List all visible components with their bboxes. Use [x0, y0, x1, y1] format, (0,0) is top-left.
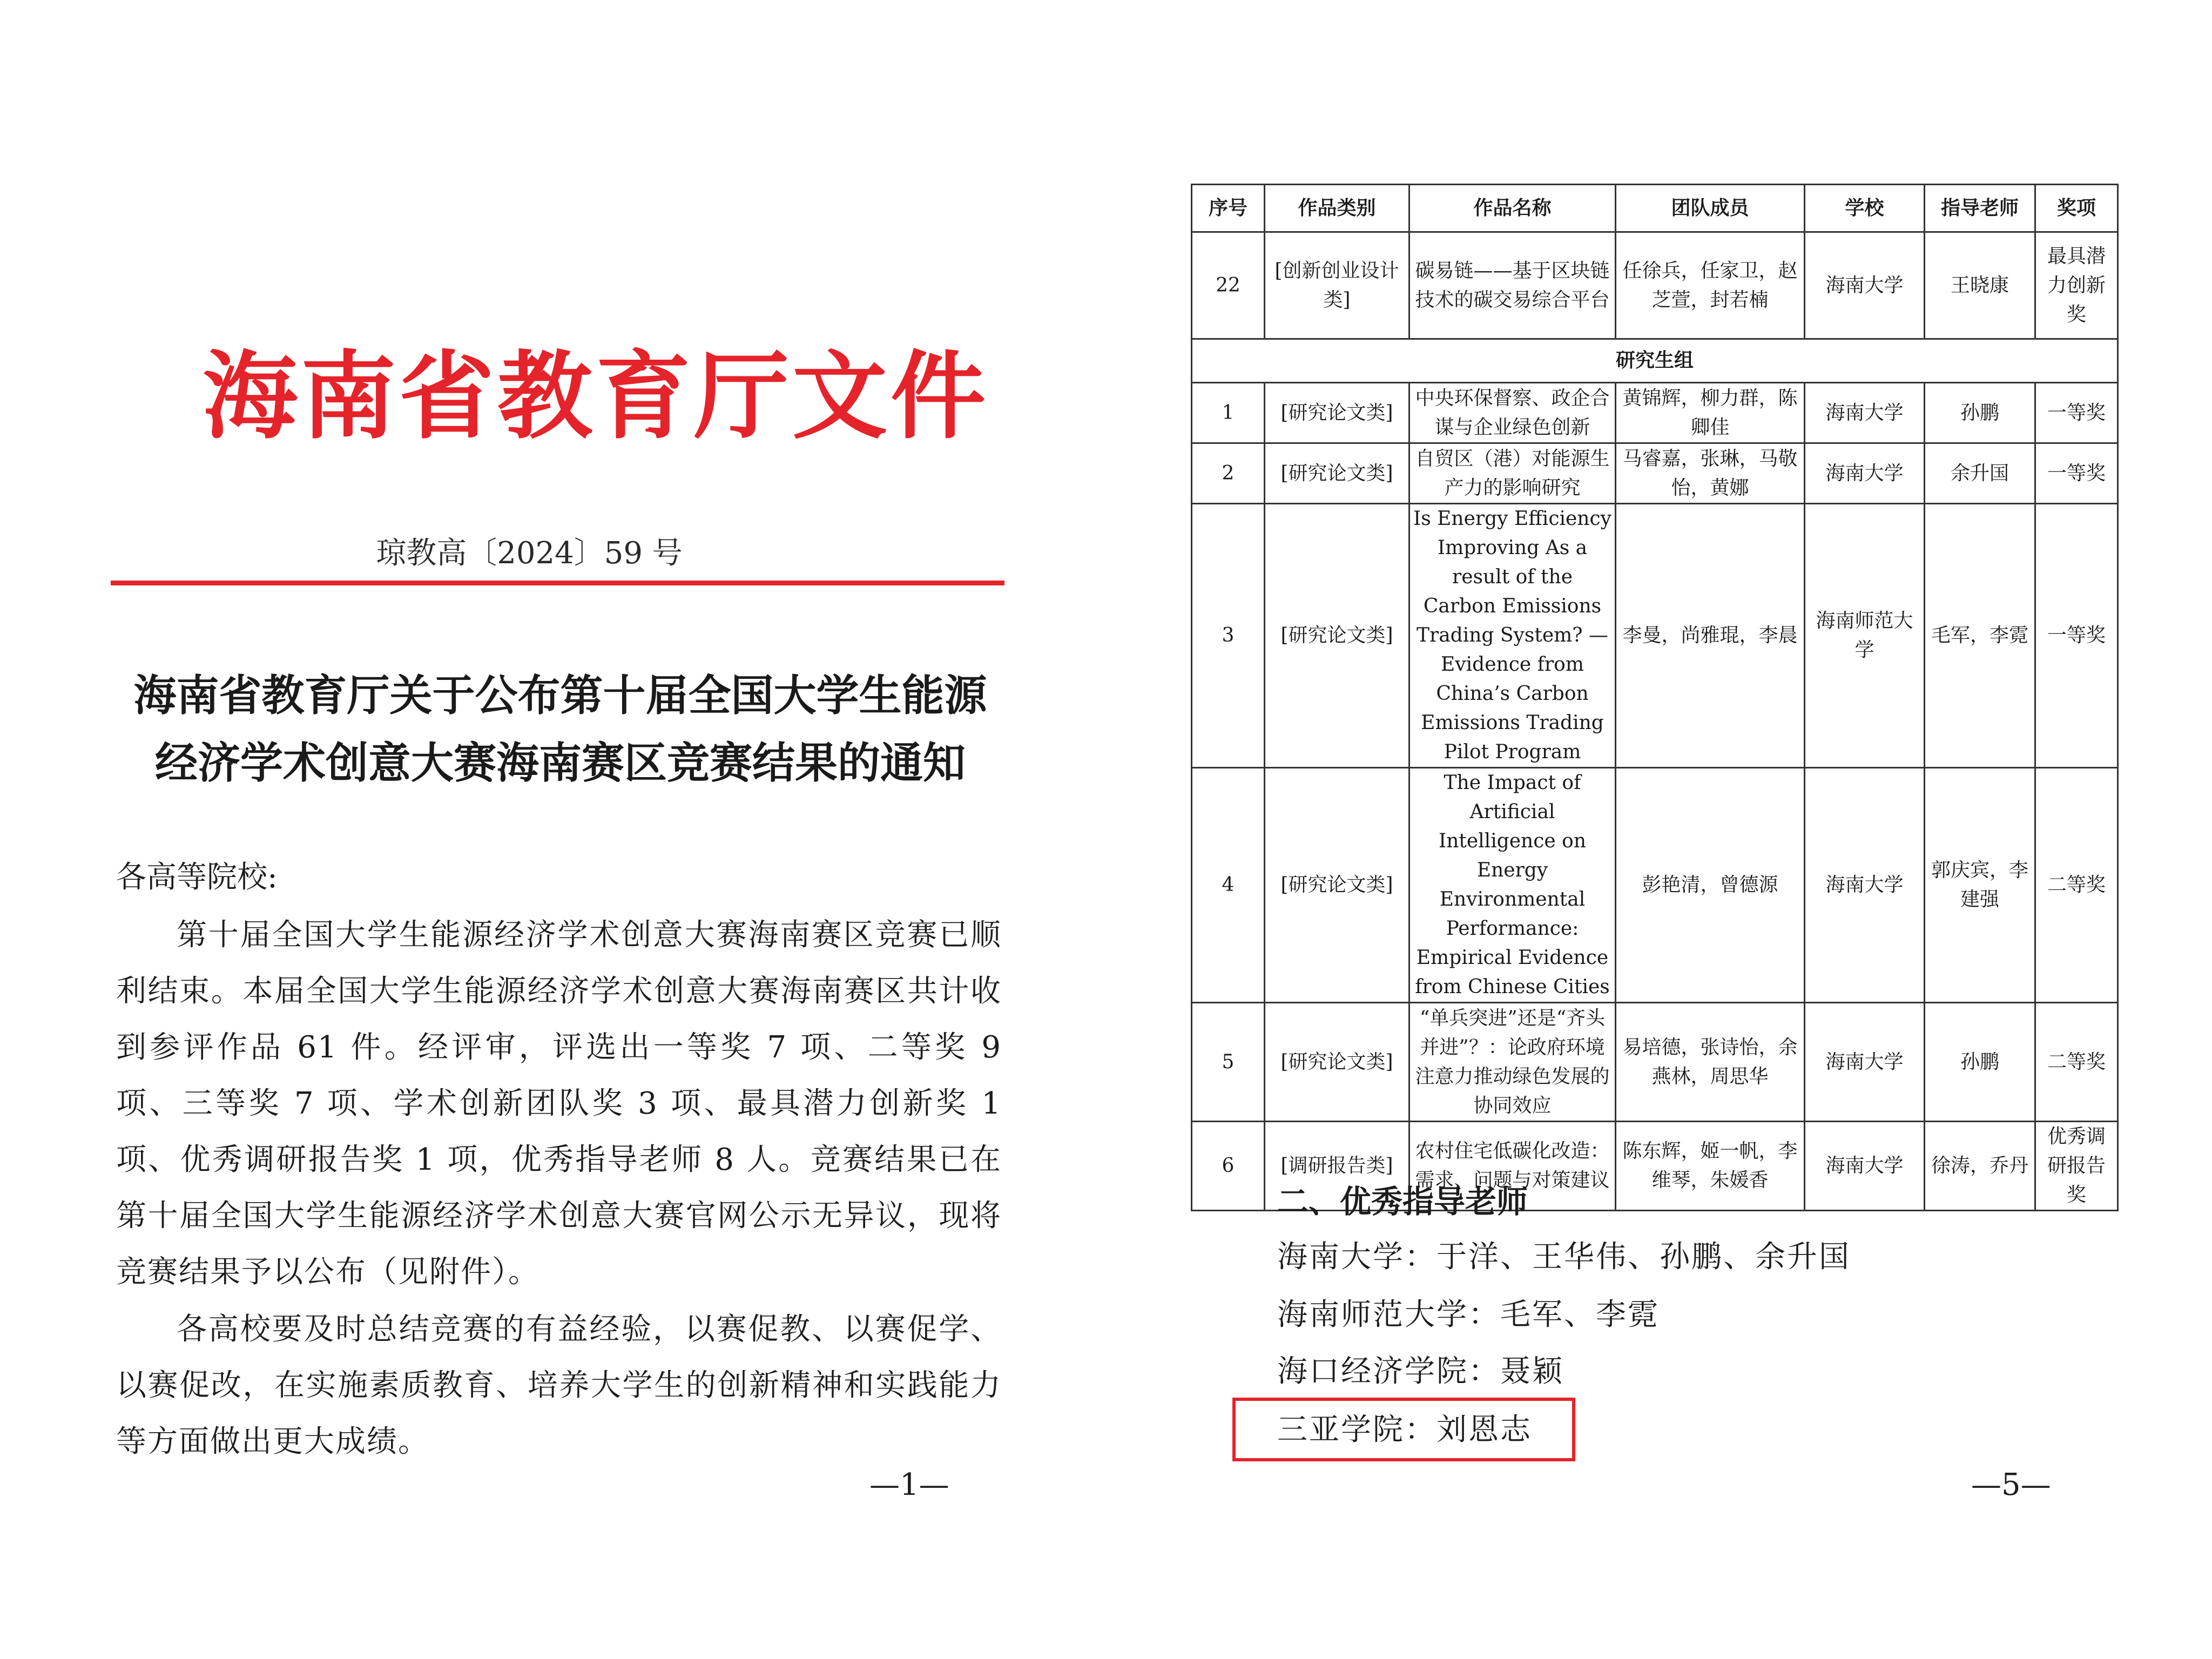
- notice-title: [116, 662, 1004, 797]
- cell-advisor: 孙鹏: [1925, 1003, 2035, 1122]
- salutation: 各高等院校:: [116, 860, 278, 895]
- header-category: 作品类别: [1265, 185, 1410, 232]
- document-number: 琼教高〔2024〕59 号: [376, 536, 683, 571]
- cell-title: 中央环保督察、政企合谋与企业绿色创新: [1410, 383, 1616, 443]
- cell-title: The Impact of Artificial Intelligence on Energy Environmental Performance: Empirical Evidence from Chinese Cities: [1410, 768, 1616, 1003]
- cell-school: 海南大学: [1805, 768, 1925, 1003]
- header-school: 学校: [1805, 185, 1925, 232]
- cell-no: 6: [1192, 1122, 1265, 1211]
- advisor-line-sanya: 三亚学院：刘恩志: [1277, 1412, 1532, 1447]
- cell-advisor: 徐涛，乔丹: [1925, 1122, 2035, 1211]
- header-members: 团队成员: [1616, 185, 1805, 232]
- cell-members: 马睿嘉，张琳，马敬怡，黄娜: [1616, 443, 1805, 504]
- page-number-right: —5—: [1971, 1467, 2051, 1502]
- cell-advisor: 孙鹏: [1925, 383, 2035, 443]
- cell-no: 1: [1192, 383, 1265, 443]
- page-number-left: —1—: [869, 1467, 949, 1502]
- cell-award: 一等奖: [2035, 443, 2118, 504]
- cell-award: 二等奖: [2035, 1003, 2118, 1122]
- advisor-line-hainan-university: 海南大学：于洋、王华伟、孙鹏、余升国: [1277, 1239, 1851, 1274]
- cell-members: 李曼，尚雅琨，李晨: [1616, 504, 1805, 768]
- cell-school: 海南大学: [1805, 232, 1925, 339]
- advisor-line-haikou-economics: 海口经济学院：聂颖: [1277, 1354, 1564, 1389]
- cell-category: [研究论文类]: [1265, 504, 1410, 768]
- body-paragraph-2: 各高校要及时总结竞赛的有益经验，以赛促教、以赛促学、以赛促改，在实施素质教育、培养大学生的创新精神和实践能力等方面做出更大成绩。: [116, 1312, 1002, 1459]
- cell-title: Is Energy Efficiency Improving As a result of the Carbon Emissions Trading System? —Evidence from China’s Carbon Emissions Trading Pilot Program: [1410, 504, 1616, 768]
- cell-title: 农村住宅低碳化改造：需求、问题与对策建议: [1410, 1122, 1616, 1211]
- cell-award: 优秀调研报告奖: [2035, 1122, 2118, 1211]
- results-table: [1191, 184, 2119, 1211]
- table-row: [1192, 443, 2118, 504]
- table-row: [1192, 504, 2118, 768]
- cell-category: [研究论文类]: [1265, 1003, 1410, 1122]
- cell-members: 任徐兵，任家卫，赵芝萱，封若楠: [1616, 232, 1805, 339]
- cell-no: 4: [1192, 768, 1265, 1003]
- cell-members: 彭艳清，曾德源: [1616, 768, 1805, 1003]
- cell-award: 二等奖: [2035, 768, 2118, 1003]
- group-label: 研究生组: [1192, 339, 2118, 383]
- table-row: [1192, 232, 2118, 339]
- document-header-title: 海南省教育厅文件: [203, 341, 989, 452]
- cell-no: 3: [1192, 504, 1265, 768]
- cell-category: [创新创业设计类]: [1265, 232, 1410, 339]
- highlight-box: [1232, 1398, 1575, 1461]
- cell-no: 22: [1192, 232, 1265, 339]
- cell-school: 海南大学: [1805, 1003, 1925, 1122]
- cell-award: 最具潜力创新奖: [2035, 232, 2118, 339]
- table-row: [1192, 1003, 2118, 1122]
- header-title: 作品名称: [1410, 185, 1616, 232]
- group-row: [1192, 339, 2118, 383]
- table-header-row: [1192, 185, 2118, 232]
- cell-no: 2: [1192, 443, 1265, 504]
- cell-school: 海南大学: [1805, 443, 1925, 504]
- cell-category: [研究论文类]: [1265, 768, 1410, 1003]
- cell-members: 易培德，张诗怡，余燕林，周思华: [1616, 1003, 1805, 1122]
- header-award: 奖项: [2035, 185, 2118, 232]
- cell-title: 碳易链——基于区块链技术的碳交易综合平台: [1410, 232, 1616, 339]
- cell-award: 一等奖: [2035, 504, 2118, 768]
- cell-school: 海南大学: [1805, 1122, 1925, 1211]
- header-no: 序号: [1192, 185, 1265, 232]
- cell-category: [研究论文类]: [1265, 443, 1410, 504]
- cell-school: 海南大学: [1805, 383, 1925, 443]
- red-divider-line: [111, 581, 1004, 585]
- cell-advisor: 郭庆宾，李建强: [1925, 768, 2035, 1003]
- section-heading-advisors: 二、优秀指导老师: [1277, 1183, 1528, 1220]
- cell-award: 一等奖: [2035, 383, 2118, 443]
- cell-category: [研究论文类]: [1265, 383, 1410, 443]
- notice-title-line-2: 经济学术创意大赛海南赛区竞赛结果的通知: [155, 738, 966, 788]
- table-row: [1192, 768, 2118, 1003]
- cell-advisor: 余升国: [1925, 443, 2035, 504]
- cell-members: 黄锦辉，柳力群，陈卿佳: [1616, 383, 1805, 443]
- header-advisor: 指导老师: [1925, 185, 2035, 232]
- cell-title: 自贸区（港）对能源生产力的影响研究: [1410, 443, 1616, 504]
- body-paragraph-1: 第十届全国大学生能源经济学术创意大赛海南赛区竞赛已顺利结束。本届全国大学生能源经济学术创意大赛海南赛区共计收到参评作品 61 件。经评审，评选出一等奖 7 项、二等奖 9 项、三等奖 7 项、学术创新团队奖 3 项、最具潜力创新奖 1 项、优秀调研报告奖 1 项，优秀指导老师 8 人。竞赛结果已在第十届全国大学生能源经济学术创意大赛官网公示无异议，现将竞赛结果予以公布（见附件）。: [116, 918, 1002, 1290]
- advisor-line-hainan-normal: 海南师范大学：毛军、李霓: [1277, 1297, 1660, 1332]
- notice-title-line-1: 海南省教育厅关于公布第十届全国大学生能源: [133, 670, 987, 720]
- cell-no: 5: [1192, 1003, 1265, 1122]
- table-row: [1192, 383, 2118, 443]
- cell-advisor: 王晓康: [1925, 232, 2035, 339]
- cell-advisor: 毛军，李霓: [1925, 504, 2035, 768]
- cell-school: 海南师范大学: [1805, 504, 1925, 768]
- cell-category: [调研报告类]: [1265, 1122, 1410, 1211]
- cell-title: “单兵突进”还是“齐头并进”？：论政府环境注意力推动绿色发展的协同效应: [1410, 1003, 1616, 1122]
- cell-members: 陈东辉，姬一帆，李维琴，朱媛香: [1616, 1122, 1805, 1211]
